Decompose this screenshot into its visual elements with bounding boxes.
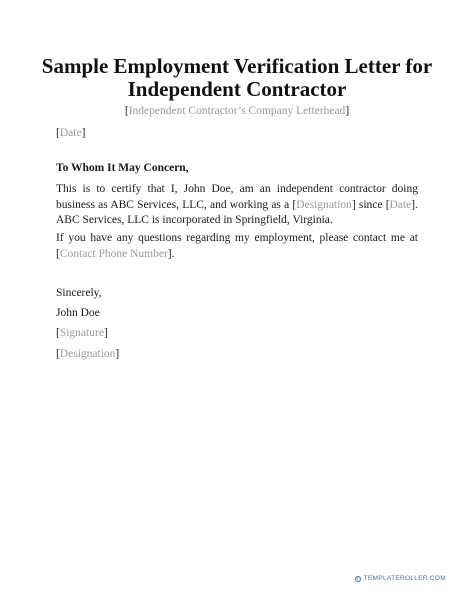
- bracket-close: ]: [351, 198, 356, 211]
- signature-placeholder-text: Signature: [59, 327, 104, 339]
- designation-placeholder-text: Designation: [296, 198, 352, 211]
- bracket-open: [: [56, 247, 60, 260]
- signer-name: John Doe: [56, 307, 100, 319]
- paragraph-text: .: [171, 247, 175, 260]
- bracket-close: ]: [115, 348, 120, 360]
- designation-placeholder-text: Designation: [59, 348, 116, 360]
- bracket-open: [: [56, 348, 60, 360]
- copyright-icon: ©: [356, 575, 360, 581]
- footer-text: TEMPLATEROLLER.COM: [363, 575, 446, 582]
- paragraph-text: This is to certify that I, John Doe, am an independent contractor doing business as ABC Services, LLC, and working as a: [56, 183, 418, 211]
- bracket-close: ]: [411, 198, 416, 211]
- bracket-open: [: [124, 105, 129, 117]
- letterhead-placeholder-text: Independent Contractor’s Company Letterhead: [128, 105, 346, 117]
- bracket-open: [: [56, 327, 60, 339]
- bracket-close: ]: [81, 127, 86, 139]
- document-title: [30, 55, 444, 101]
- signature-placeholder: [56, 326, 108, 340]
- paragraph-text: . ABC Services, LLC is incorporated in Springfield, Virginia.: [56, 198, 418, 226]
- salutation: To Whom It May Concern,: [56, 162, 189, 174]
- bracket-open: [: [56, 127, 60, 139]
- date-placeholder: [56, 126, 85, 140]
- bracket-open: [: [292, 198, 297, 211]
- footer-link[interactable]: [355, 575, 446, 582]
- bracket-close: ]: [103, 327, 108, 339]
- paragraph-text: If you have any questions regarding my employment, please contact me at: [56, 232, 418, 244]
- bracket-close: ]: [345, 105, 350, 117]
- title-line-1: Sample Employment Verification Letter for: [41, 54, 433, 78]
- paragraph-text: since: [355, 198, 386, 211]
- closing: Sincerely,: [56, 287, 102, 299]
- letterhead-placeholder: [30, 104, 444, 118]
- designation-placeholder: [56, 347, 119, 361]
- date-placeholder-text: Date: [389, 198, 412, 211]
- title-line-2: Independent Contractor: [127, 77, 347, 101]
- date-placeholder-text: Date: [59, 127, 82, 139]
- phone-placeholder-text: Contact Phone Number: [59, 247, 168, 260]
- bracket-open: [: [385, 198, 390, 211]
- body-paragraph-1: [56, 182, 418, 229]
- body-paragraph-2: [56, 231, 418, 262]
- bracket-close: ]: [167, 247, 172, 260]
